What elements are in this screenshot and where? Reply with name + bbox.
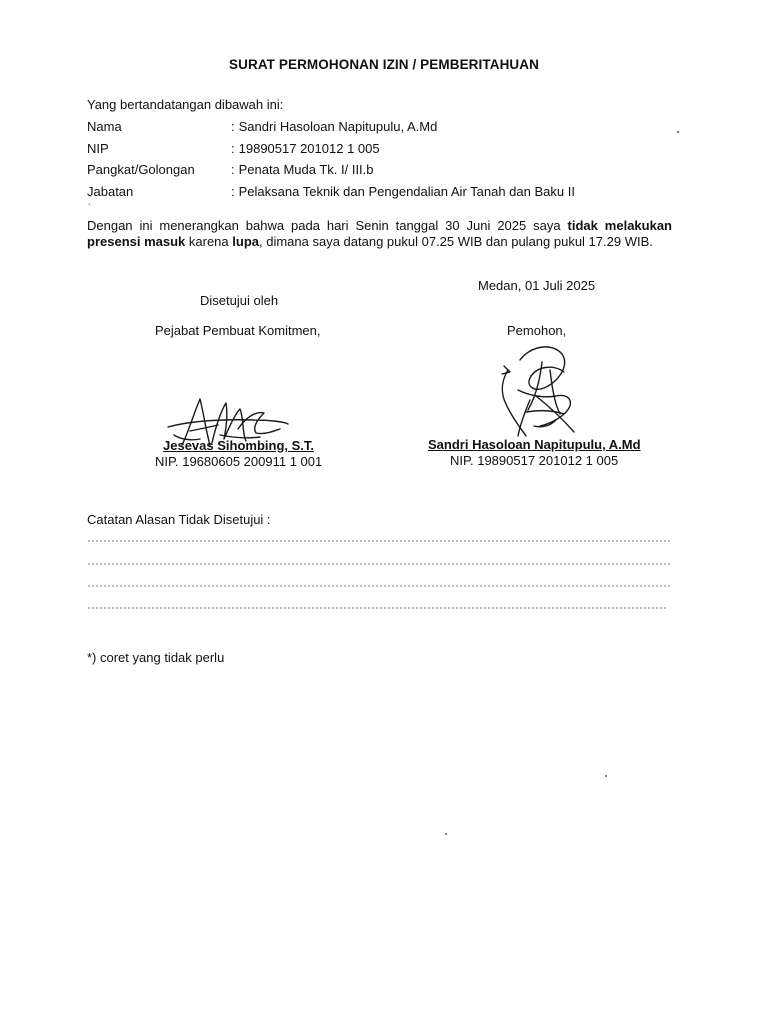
scan-speck bbox=[677, 131, 679, 133]
statement-text: , dimana saya datang pukul 07.25 WIB dan pulang pukul 17.29 WIB. bbox=[259, 234, 653, 250]
applicant-nip: NIP. 19890517 201012 1 005 bbox=[450, 453, 619, 468]
official-name: Jesevas Sihombing, S.T. bbox=[163, 438, 314, 453]
applicant-title: Pemohon, bbox=[507, 323, 567, 338]
stray-mark: ` bbox=[88, 203, 91, 212]
field-value bbox=[231, 141, 380, 157]
notes-dotted-line bbox=[87, 585, 670, 587]
notes-dotted-line bbox=[87, 563, 670, 565]
intro-text: Yang bertandatangan dibawah ini: bbox=[87, 97, 284, 112]
notes-dotted-line bbox=[87, 540, 670, 542]
field-colon: : bbox=[231, 162, 235, 177]
applicant-name: Sandri Hasoloan Napitupulu, A.Md bbox=[428, 437, 641, 452]
scan-speck bbox=[605, 775, 607, 777]
statement-text: Dengan ini menerangkan bahwa pada hari Senin tanggal 30 Juni 2025 saya bbox=[87, 218, 568, 233]
statement-paragraph bbox=[87, 218, 672, 251]
field-value bbox=[231, 119, 437, 135]
field-value bbox=[231, 162, 374, 178]
statement-emphasis: lupa bbox=[232, 234, 259, 250]
scan-speck bbox=[445, 833, 447, 835]
place-date: Medan, 01 Juli 2025 bbox=[478, 278, 596, 293]
footnote: *) coret yang tidak perlu bbox=[87, 650, 225, 665]
field-value-text: 19890517 201012 1 005 bbox=[238, 140, 380, 156]
field-value-text: Penata Muda Tk. I/ III.b bbox=[238, 162, 374, 177]
field-value bbox=[231, 184, 575, 200]
notes-dotted-line bbox=[87, 607, 667, 609]
field-label: NIP bbox=[87, 140, 109, 156]
field-label: Pangkat/Golongan bbox=[87, 162, 195, 177]
approved-by-label: Disetujui oleh bbox=[200, 293, 279, 308]
field-label: Jabatan bbox=[87, 183, 134, 199]
field-value-text: Pelaksana Teknik dan Pengendalian Air Tanah dan Baku II bbox=[238, 183, 575, 199]
notes-label: Catatan Alasan Tidak Disetujui : bbox=[87, 512, 271, 527]
field-colon: : bbox=[231, 183, 235, 199]
field-colon: : bbox=[231, 119, 235, 134]
field-value-text: Sandri Hasoloan Napitupulu, A.Md bbox=[238, 119, 438, 134]
applicant-signature bbox=[490, 340, 585, 440]
field-colon: : bbox=[231, 140, 235, 156]
statement-emphasis: tidak melakukan presensi masuk bbox=[87, 218, 672, 250]
statement-text: karena bbox=[185, 234, 233, 250]
official-nip: NIP. 19680605 200911 1 001 bbox=[155, 454, 323, 469]
field-label: Nama bbox=[87, 119, 122, 134]
letter-title: SURAT PERMOHONAN IZIN / PEMBERITAHUAN bbox=[229, 57, 539, 72]
official-title: Pejabat Pembuat Komitmen, bbox=[155, 323, 321, 338]
